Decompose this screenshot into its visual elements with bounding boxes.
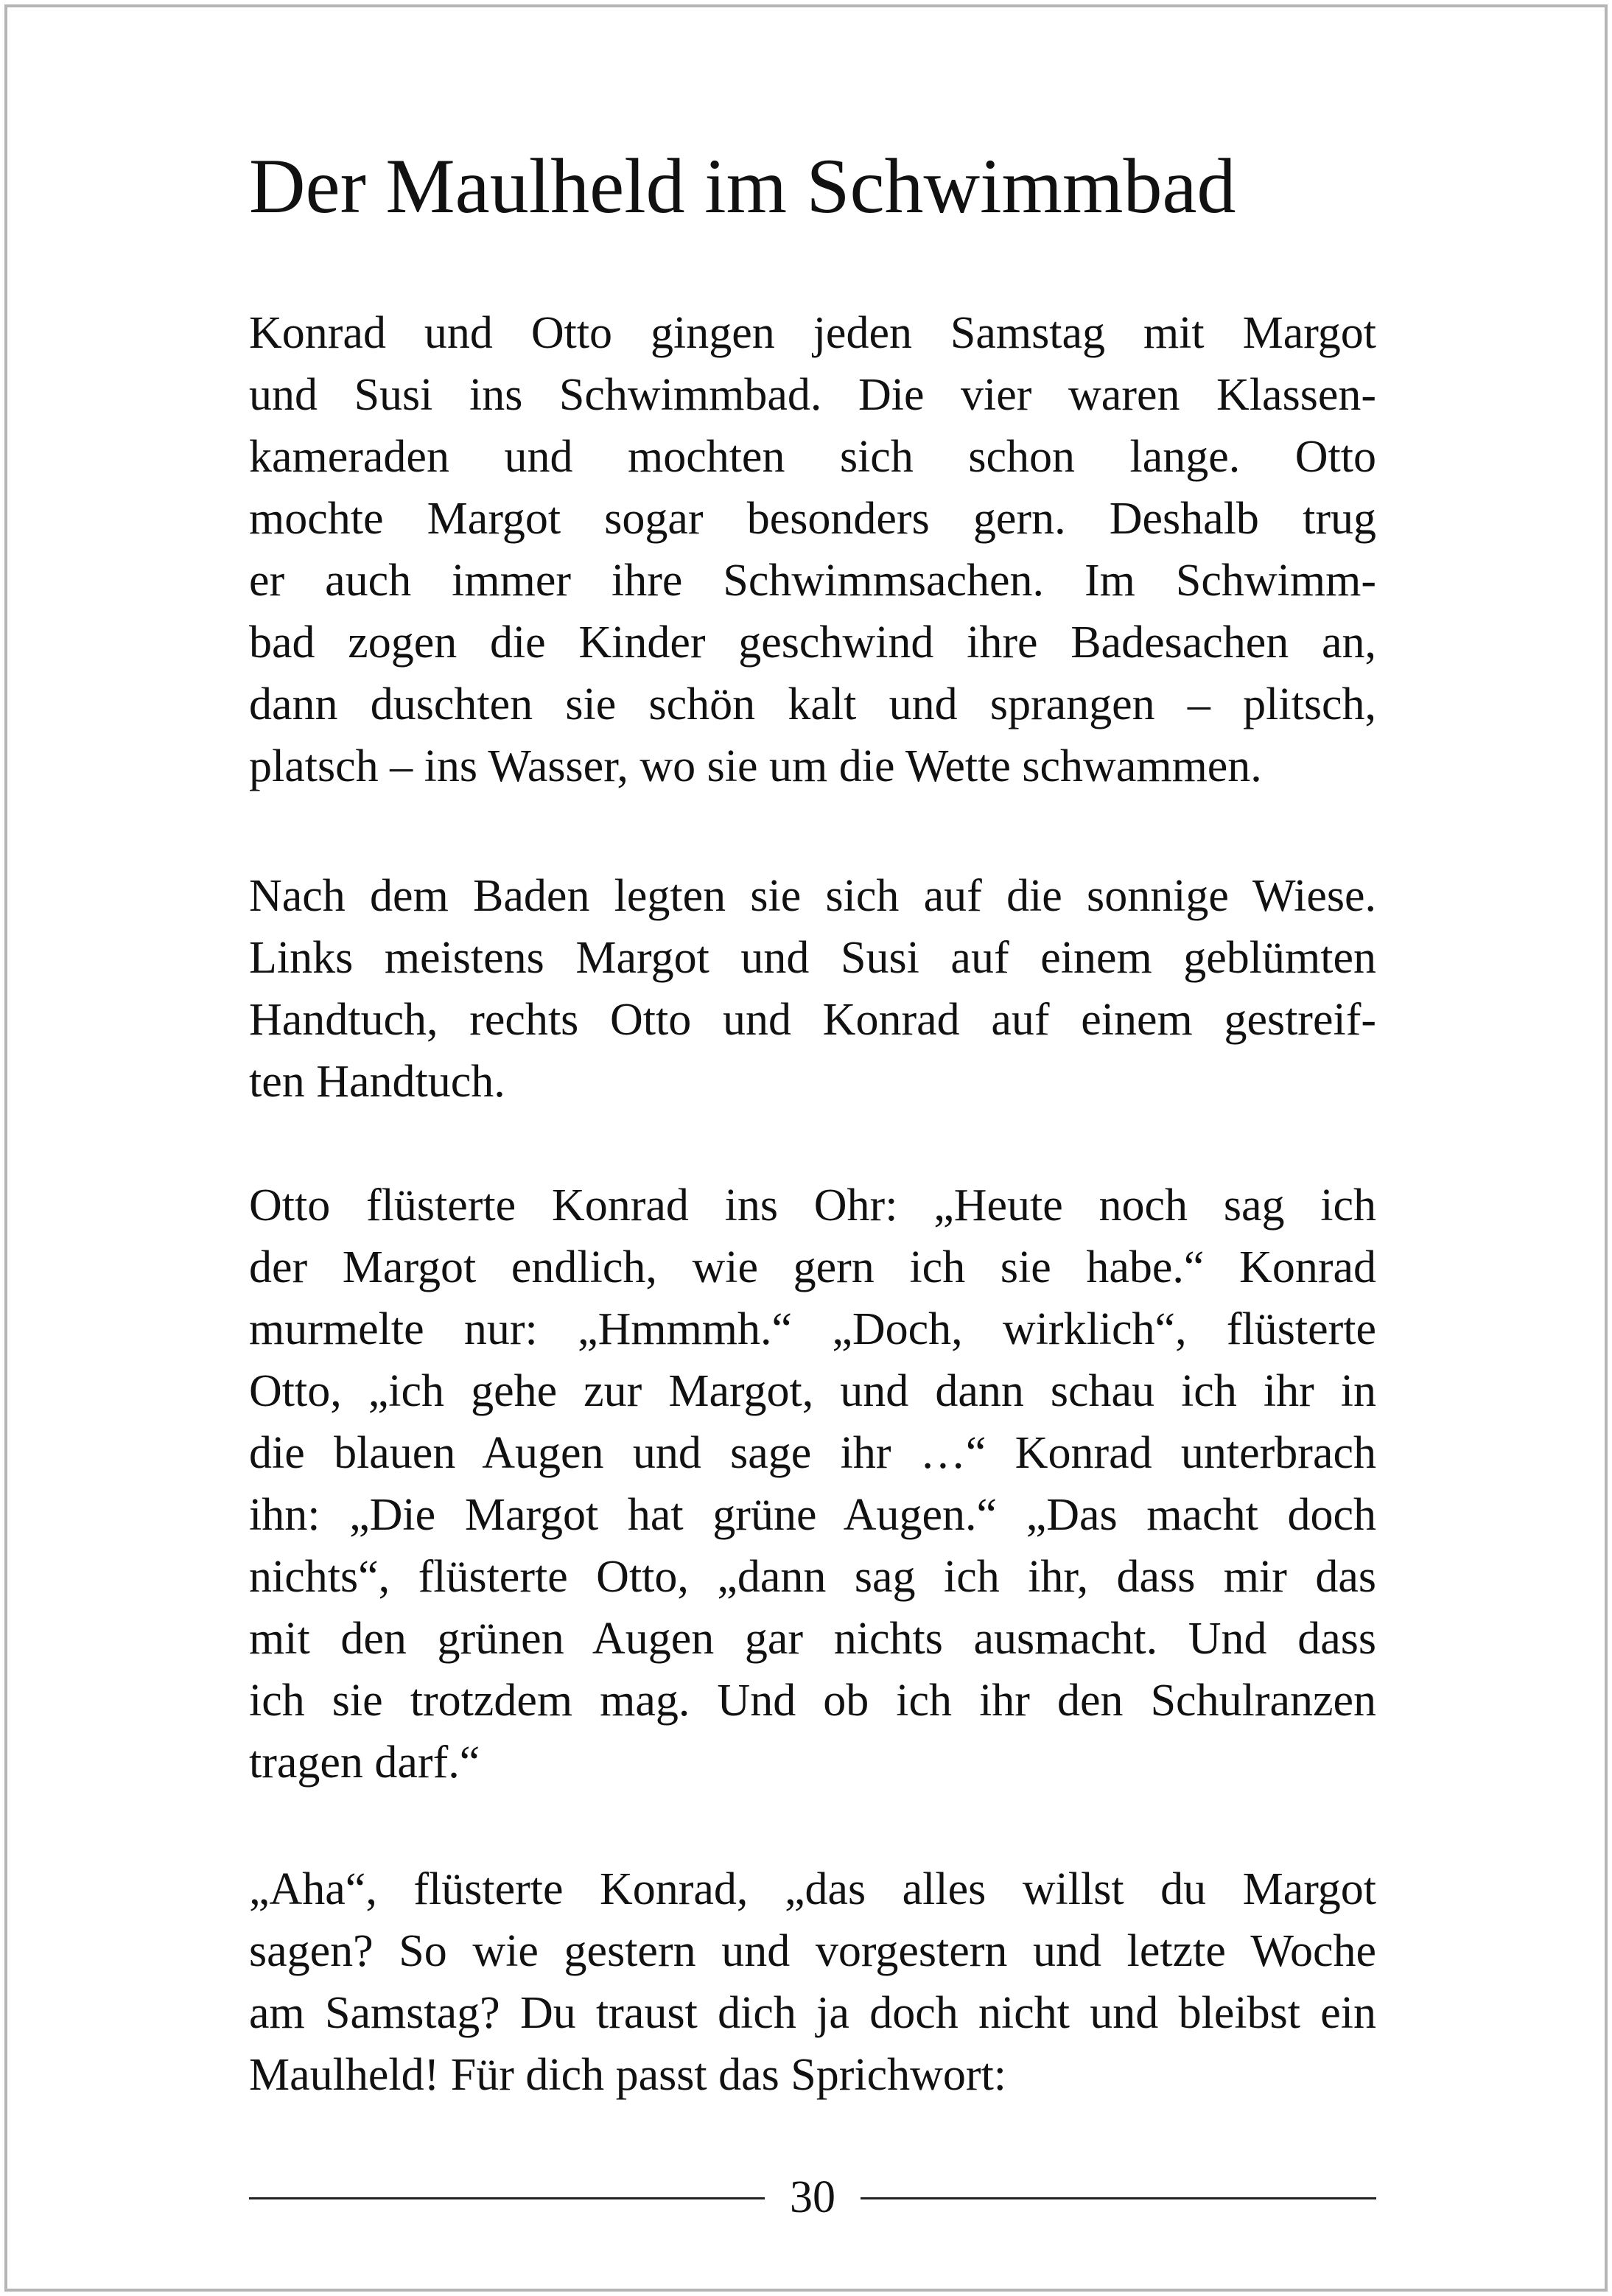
text-line: kameraden und mochten sich schon lange. Otto	[249, 432, 1376, 482]
text-line: Maulheld! Für dich passt das Sprichwort:	[249, 2050, 1007, 2100]
text-line: der Margot endlich, wie gern ich sie habe.“ Konrad	[249, 1242, 1376, 1292]
text-line: tragen darf.“	[249, 1737, 480, 1788]
text-line: Konrad und Otto gingen jeden Samstag mit Margot	[249, 308, 1376, 358]
text-line: nichts“, flüsterte Otto, „dann sag ich ihr, dass mir das	[249, 1552, 1376, 1602]
paragraph-4	[249, 1858, 1376, 2106]
paragraph-1	[249, 302, 1376, 797]
text-line: Otto flüsterte Konrad ins Ohr: „Heute noch sag ich	[249, 1180, 1376, 1231]
text-line: ihn: „Die Margot hat grüne Augen.“ „Das macht doch	[249, 1490, 1376, 1540]
text-line: murmelte nur: „Hmmmh.“ „Doch, wirklich“, flüsterte	[249, 1304, 1376, 1354]
page-title: Der Maulheld im Schwimmbad	[249, 143, 1236, 229]
text-line: Otto, „ich gehe zur Margot, und dann schau ich ihr in	[249, 1366, 1376, 1416]
text-line: Links meistens Margot und Susi auf einem geblümten	[249, 933, 1376, 983]
paragraph-2	[249, 865, 1376, 1113]
book-page	[4, 4, 1608, 2292]
text-line: Nach dem Baden legten sie sich auf die sonnige Wiese.	[249, 871, 1376, 921]
text-line: platsch – ins Wasser, wo sie um die Wette schwammen.	[249, 741, 1262, 791]
text-line: und Susi ins Schwimmbad. Die vier waren Klassen-	[249, 370, 1376, 420]
text-line: am Samstag? Du traust dich ja doch nicht und bleibst ein	[249, 1988, 1376, 2038]
text-line: „Aha“, flüsterte Konrad, „das alles willst du Margot	[249, 1864, 1376, 1914]
text-line: die blauen Augen und sage ihr …“ Konrad unterbrach	[249, 1428, 1376, 1478]
text-line: mit den grünen Augen gar nichts ausmacht. Und dass	[249, 1614, 1376, 1664]
paragraph-3	[249, 1175, 1376, 1793]
text-line: mochte Margot sogar besonders gern. Deshalb trug	[249, 494, 1376, 544]
text-line: bad zogen die Kinder geschwind ihre Badesachen an,	[249, 617, 1376, 668]
page-footer	[249, 2166, 1376, 2228]
text-line: ich sie trotzdem mag. Und ob ich ihr den Schulranzen	[249, 1676, 1376, 1726]
footer-rule-right	[861, 2197, 1376, 2199]
text-line: sagen? So wie gestern und vorgestern und letzte Woche	[249, 1926, 1376, 1976]
text-line: Handtuch, rechts Otto und Konrad auf einem gestreif-	[249, 995, 1376, 1045]
text-line: ten Handtuch.	[249, 1057, 505, 1107]
page-number: 30	[790, 2172, 835, 2222]
text-line: er auch immer ihre Schwimmsachen. Im Schwimm-	[249, 556, 1376, 606]
text-line: dann duschten sie schön kalt und sprangen – plitsch,	[249, 679, 1376, 729]
